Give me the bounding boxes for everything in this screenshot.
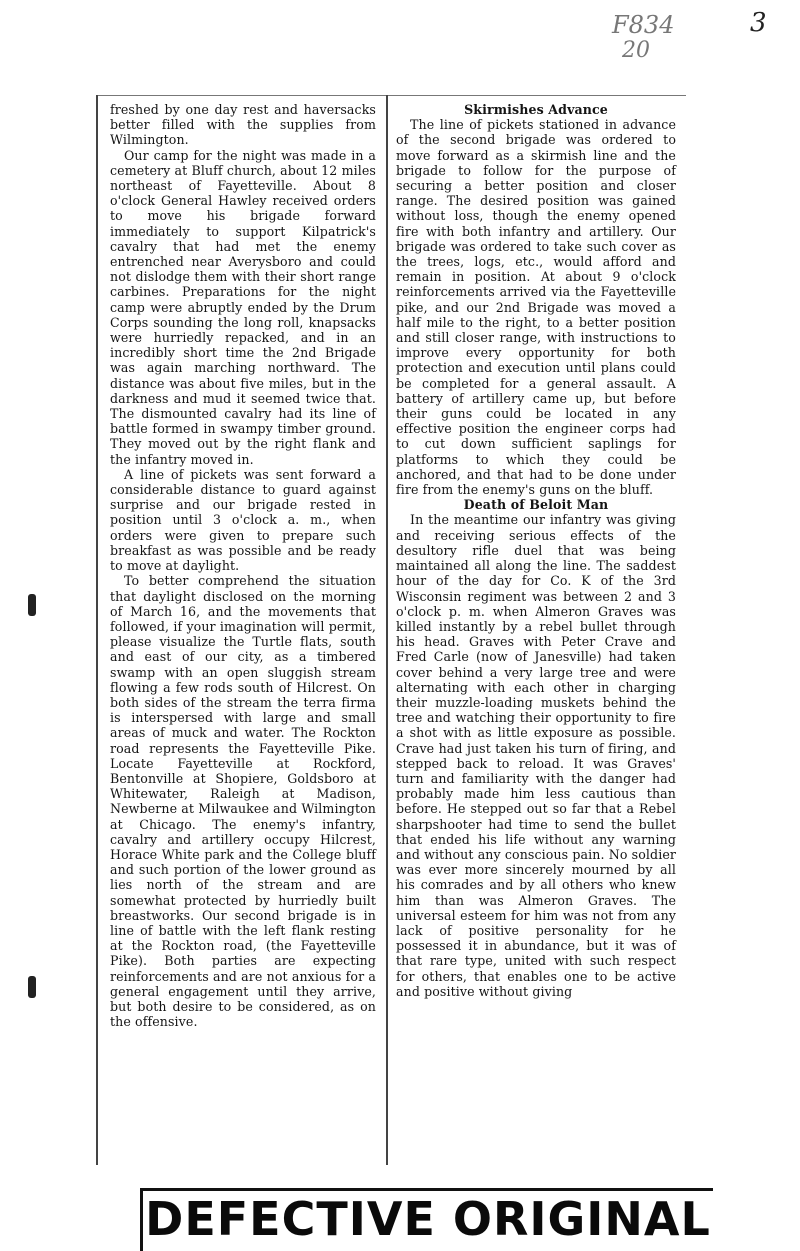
top-rule (96, 95, 686, 96)
page-number: 3 (750, 8, 767, 38)
left-column (110, 102, 376, 1029)
defective-original-stamp: DEFECTIVE ORIGINAL (140, 1188, 713, 1251)
paragraph: freshed by one day rest and haversacks better filled with the supplies from Wilmington. (110, 102, 376, 148)
section-heading: Death of Beloit Man (463, 497, 609, 513)
paragraph: To better comprehend the situation that daylight disclosed on the morning of March 16, and the movements that followed, if your imagination will permit, please visualize the Turtle flats, south and east of our city, as a timbered swamp with an open sluggish stream flowing a few rods south of Hilcrest. On both sides of the stream the terra firma is interspersed with large and small areas of muck and water. The Rockton road represents the Fayetteville Pike. Locate Fayetteville at Rockford, Bentonville at Shopiere, Goldsboro at Whitewater, Raleigh at Madison, Newberne at Milwaukee and Wilmington at Chicago. The enemy's infantry, cavalry and artillery occupy Hilcrest, Horace White park and the College bluff and such portion of the lower ground as lies north of the stream and are somewhat protected by hurriedly built breastworks. Our second brigade is in line of battle with the left flank resting at the Rockton road, (the Fayetteville Pike). Both parties are expecting reinforcements and are not anxious for a general engagement until they arrive, but both desire to be considered, as on the offensive. (110, 573, 376, 1030)
sub-number-annotation: 20 (622, 38, 650, 63)
paragraph: In the meantime our infantry was giving and receiving serious effects of the desultory rifle duel that was being maintained all along the line. The saddest hour of the day for Co. K of the 3rd Wisconsin regiment was between 2 and 3 o'clock p. m. when Almeron Graves was killed instantly by a rebel bullet through his head. Graves with Peter Crave and Fred Carle (now of Janesville) had taken cover behind a very large tree and were alternating with each other in charging their muzzle-loading muskets behind the tree and watching their opportunity to fire a shot with as little exposure as possible. Crave had just taken his turn of firing, and stepped back to reload. It was Graves' turn and familiarity with the danger had probably made him less cautious than before. He stepped out so far that a Rebel sharpshooter had time to send the bullet that ended his life without any warning and without any conscious pain. No soldier was ever more sincerely mourned by all his comrades and by all others who knew him than was Almeron Graves. The universal esteem for him was not from any lack of positive personality for he possessed it in abundance, but it was of that rare type, united with such respect for others, that enables one to be active and positive without giving (396, 512, 676, 999)
paragraph: A line of pickets was sent forward a considerable distance to guard against surprise and our brigade rested in position until 3 o'clock a. m., when orders were given to prepare such breakfast as was possible and be ready to move at daylight. (110, 466, 376, 574)
binding-hole-mark (28, 976, 36, 998)
paragraph: Our camp for the night was made in a cemetery at Bluff church, about 12 miles northeast of Fayetteville. About 8 o'clock General Hawley received orders to move his brigade forward immediately to support Kilpatrick's cavalry that had met the enemy entrenched near Averysboro and could not dislodge them with their short range carbines. Preparations for the night camp were abruptly ended by the Drum Corps sounding the long roll, knapsacks were hurriedly repacked, and in an incredibly short time the 2nd Brigade was again marching northward. The distance was about five miles, but in the darkness and mud it seemed twice that. The dismounted cavalry had its line of battle formed in swampy timber ground. They moved out by the right flank and the infantry moved in. (110, 147, 376, 467)
paragraph: The line of pickets stationed in advance of the second brigade was ordered to move forward as a skirmish line and the brigade to follow for the purpose of securing a better position and closer range. The desired position was gained without loss, though the enemy opened fire with both infantry and artillery. Our brigade was ordered to take such cover as the trees, logs, etc., would afford and remain in position. At about 9 o'clock reinforcements arrived via the Fayetteville pike, and our 2nd Brigade was moved a half mile to the right, to a better position and still closer range, with instructions to improve every opportunity for both protection and execution until plans could be completed for a general assault. A battery of artillery came up, but before their guns could be located in any effective position the engineer corps had to cut down sufficient saplings for platforms to which they could be anchored, and that had to be done under fire from the enemy's guns on the bluff. (396, 117, 676, 498)
column-rule-left (96, 95, 98, 1165)
binding-hole-mark (28, 594, 36, 616)
film-code-annotation: F834 (612, 11, 675, 39)
column-rule-middle (386, 95, 388, 1165)
right-column (396, 102, 676, 999)
section-heading: Skirmishes Advance (464, 102, 608, 117)
